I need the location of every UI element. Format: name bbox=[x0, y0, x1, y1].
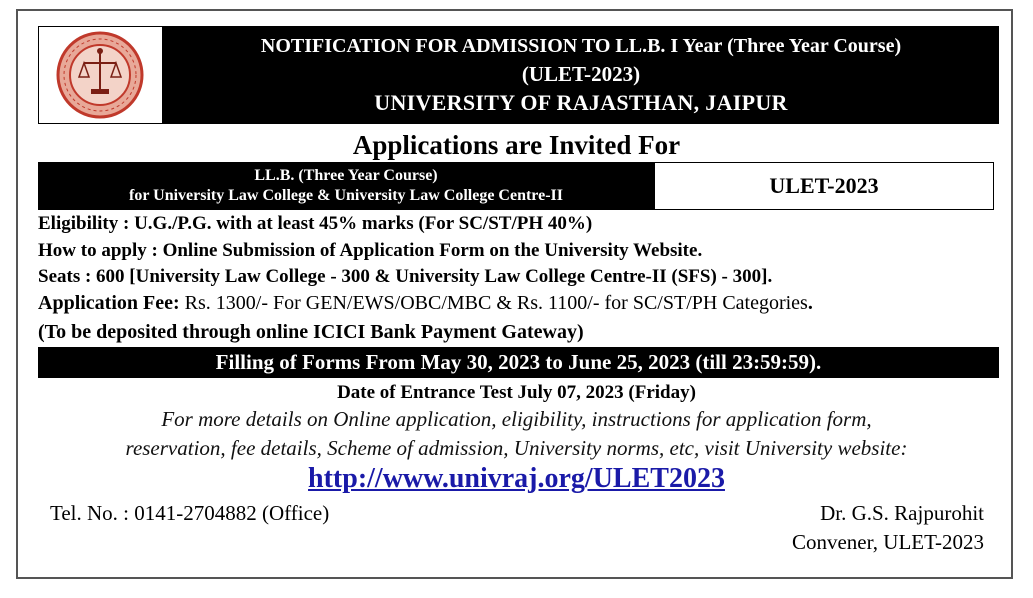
logo-box bbox=[38, 26, 163, 124]
seats-line: Seats : 600 [University Law College - 300 & University Law College Centre-II (SFS) - 300]. bbox=[38, 266, 773, 287]
course-code: ULET-2023 bbox=[769, 173, 879, 198]
fee-value: Rs. 1300/- For GEN/EWS/OBC/MBC & Rs. 1100/- for SC/ST/PH Categories bbox=[179, 292, 808, 314]
convener-name: Dr. G.S. Rajpurohit bbox=[820, 501, 984, 525]
fee-label: Application Fee: bbox=[38, 292, 180, 314]
university-seal-icon bbox=[39, 27, 162, 123]
convener-title: Convener, ULET-2023 bbox=[791, 530, 984, 554]
header-line-2: (ULET-2023) bbox=[521, 61, 641, 86]
course-line-1: LL.B. (Three Year Course) bbox=[254, 167, 438, 184]
how-to-apply-line: How to apply : Online Submission of Application Form on the University Website. bbox=[38, 240, 703, 261]
course-code-box bbox=[654, 162, 994, 210]
entrance-test-date: Date of Entrance Test July 07, 2023 (Friday) bbox=[337, 382, 696, 403]
invited-heading: Applications are Invited For bbox=[352, 130, 681, 160]
course-band bbox=[38, 162, 654, 210]
more-info-line-1: For more details on Online application, eligibility, instructions for application form, bbox=[161, 407, 872, 431]
header-line-3: UNIVERSITY OF RAJASTHAN, JAIPUR bbox=[374, 89, 788, 115]
fee-end: . bbox=[807, 292, 813, 314]
telephone-number: Tel. No. : 0141-2704882 (Office) bbox=[50, 501, 330, 525]
filling-dates: Filling of Forms From May 30, 2023 to June 25, 2023 (till 23:59:59). bbox=[215, 350, 822, 374]
eligibility-line: Eligibility : U.G./P.G. with at least 45% marks (For SC/ST/PH 40%) bbox=[38, 213, 593, 234]
header-title bbox=[163, 26, 999, 124]
header-line-1: NOTIFICATION FOR ADMISSION TO LL.B. I Year (Three Year Course) bbox=[260, 34, 902, 57]
website-link[interactable]: http://www.univraj.org/ULET2023 bbox=[308, 463, 725, 494]
fee-line bbox=[38, 292, 813, 315]
filling-dates-band bbox=[38, 347, 999, 378]
deposit-line: (To be deposited through online ICICI Bank Payment Gateway) bbox=[38, 321, 584, 343]
course-line-2: for University Law College & University Law College Centre-II bbox=[129, 187, 563, 204]
more-info-line-2: reservation, fee details, Scheme of admission, University norms, etc, visit University website: bbox=[125, 436, 908, 460]
